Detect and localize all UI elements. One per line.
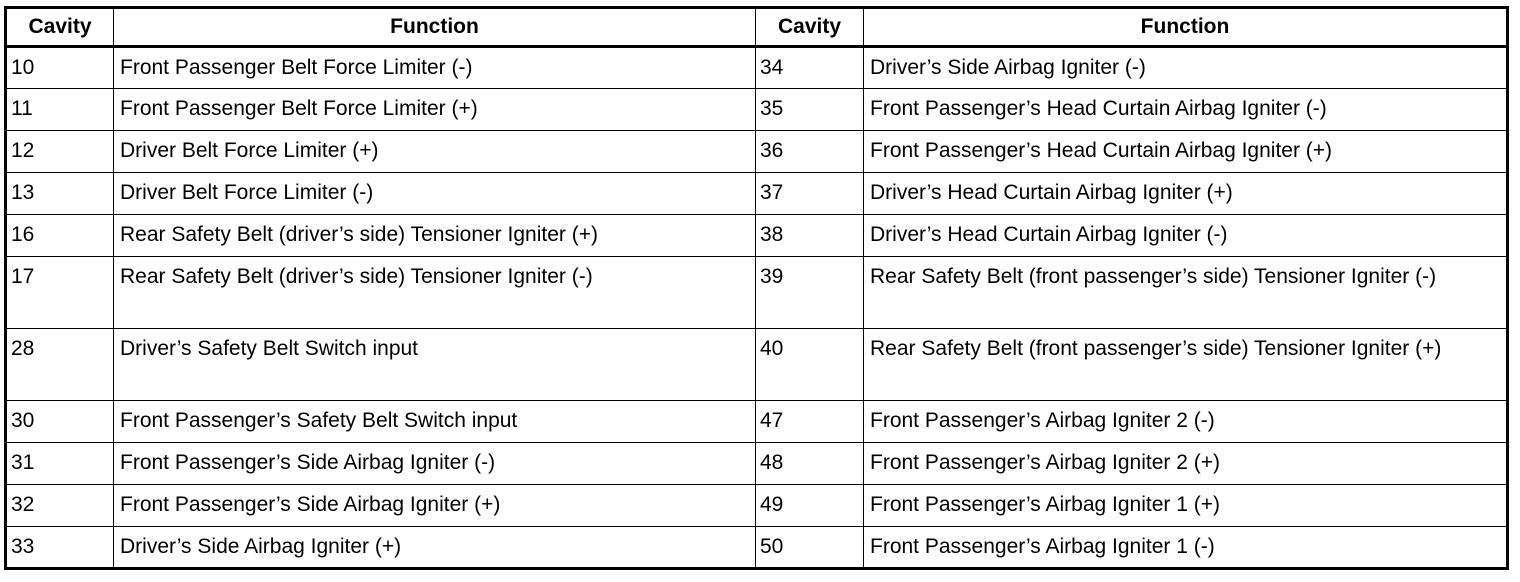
table-row xyxy=(6,257,1508,329)
cavity-cell: 13 xyxy=(6,173,114,215)
function-cell: Front Passenger’s Side Airbag Igniter (+) xyxy=(114,485,756,527)
function-cell: Front Passenger Belt Force Limiter (+) xyxy=(114,89,756,131)
cavity-cell: 32 xyxy=(6,485,114,527)
cavity-cell: 40 xyxy=(756,329,864,401)
table-row xyxy=(6,131,1508,173)
cavity-cell: 16 xyxy=(6,215,114,257)
table-row xyxy=(6,89,1508,131)
cavity-cell: 10 xyxy=(6,47,114,89)
cavity-cell: 39 xyxy=(756,257,864,329)
cavity-cell: 31 xyxy=(6,443,114,485)
table-row xyxy=(6,527,1508,569)
cavity-cell: 36 xyxy=(756,131,864,173)
function-cell: Driver’s Side Airbag Igniter (-) xyxy=(864,47,1508,89)
cavity-cell: 49 xyxy=(756,485,864,527)
cavity-cell: 47 xyxy=(756,401,864,443)
cavity-cell: 37 xyxy=(756,173,864,215)
cavity-header-right: Cavity xyxy=(756,8,864,47)
function-cell: Driver’s Side Airbag Igniter (+) xyxy=(114,527,756,569)
cavity-cell: 50 xyxy=(756,527,864,569)
function-cell: Front Passenger’s Airbag Igniter 1 (+) xyxy=(864,485,1508,527)
table-row xyxy=(6,47,1508,89)
function-cell: Front Passenger’s Airbag Igniter 1 (-) xyxy=(864,527,1508,569)
function-cell: Rear Safety Belt (front passenger’s side) Tensioner Igniter (-) xyxy=(864,257,1508,329)
cavity-cell: 17 xyxy=(6,257,114,329)
function-cell: Front Passenger’s Airbag Igniter 2 (+) xyxy=(864,443,1508,485)
function-cell: Front Passenger’s Airbag Igniter 2 (-) xyxy=(864,401,1508,443)
cavity-cell: 11 xyxy=(6,89,114,131)
header-row xyxy=(6,8,1508,47)
function-cell: Front Passenger’s Side Airbag Igniter (-) xyxy=(114,443,756,485)
function-cell: Front Passenger’s Safety Belt Switch input xyxy=(114,401,756,443)
function-cell: Front Passenger’s Head Curtain Airbag Igniter (+) xyxy=(864,131,1508,173)
function-cell: Front Passenger’s Head Curtain Airbag Igniter (-) xyxy=(864,89,1508,131)
function-cell: Driver’s Safety Belt Switch input xyxy=(114,329,756,401)
table-row xyxy=(6,443,1508,485)
function-cell: Rear Safety Belt (driver’s side) Tensioner Igniter (-) xyxy=(114,257,756,329)
cavity-cell: 12 xyxy=(6,131,114,173)
function-header-right: Function xyxy=(864,8,1508,47)
cavity-cell: 38 xyxy=(756,215,864,257)
cavity-cell: 48 xyxy=(756,443,864,485)
table-row xyxy=(6,173,1508,215)
cavity-cell: 28 xyxy=(6,329,114,401)
table-row xyxy=(6,215,1508,257)
table-row xyxy=(6,401,1508,443)
function-header-left: Function xyxy=(114,8,756,47)
function-cell: Front Passenger Belt Force Limiter (-) xyxy=(114,47,756,89)
cavity-cell: 33 xyxy=(6,527,114,569)
function-cell: Rear Safety Belt (driver’s side) Tensioner Igniter (+) xyxy=(114,215,756,257)
cavity-cell: 34 xyxy=(756,47,864,89)
cavity-cell: 35 xyxy=(756,89,864,131)
function-cell: Driver’s Head Curtain Airbag Igniter (+) xyxy=(864,173,1508,215)
function-cell: Driver’s Head Curtain Airbag Igniter (-) xyxy=(864,215,1508,257)
function-cell: Driver Belt Force Limiter (+) xyxy=(114,131,756,173)
function-cell: Driver Belt Force Limiter (-) xyxy=(114,173,756,215)
table-row xyxy=(6,329,1508,401)
cavity-cell: 30 xyxy=(6,401,114,443)
table-row xyxy=(6,485,1508,527)
connector-pinout-table xyxy=(4,6,1509,570)
function-cell: Rear Safety Belt (front passenger’s side) Tensioner Igniter (+) xyxy=(864,329,1508,401)
cavity-header-left: Cavity xyxy=(6,8,114,47)
